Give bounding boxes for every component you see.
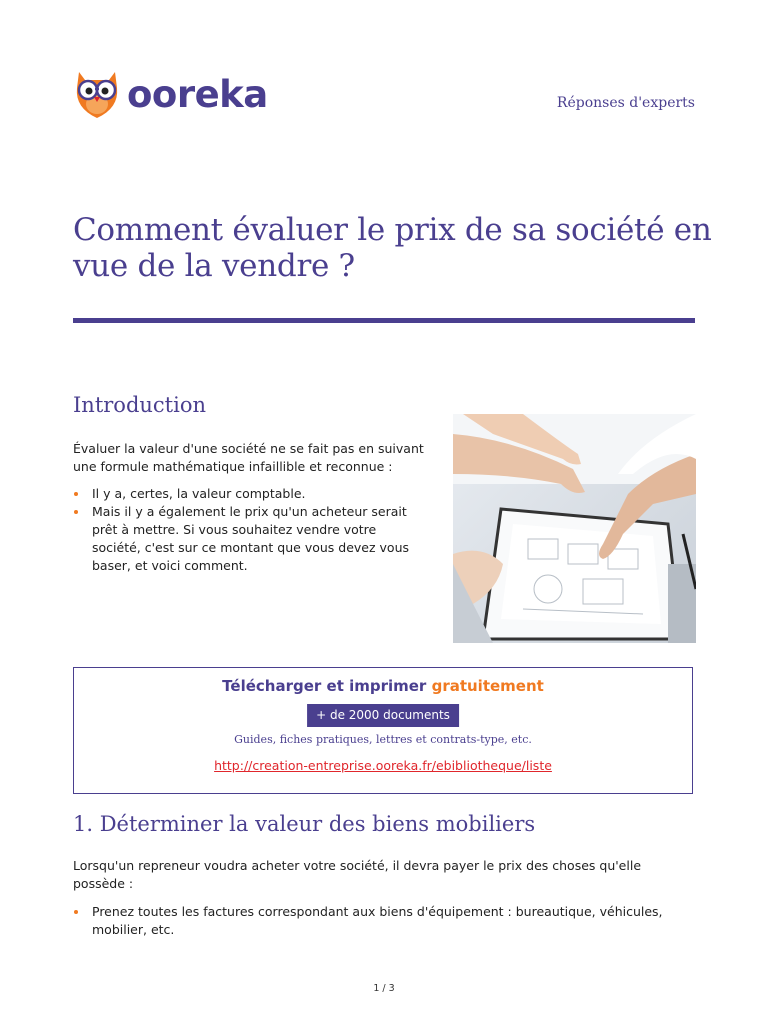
promo-title-main: Télécharger et imprimer [222,677,427,695]
promo-title [74,677,692,695]
ebibliotheque-link[interactable]: http://creation-entreprise.ooreka.fr/ebibliotheque/liste [214,758,552,773]
section-1-bullet-list [73,903,673,939]
page-title: Comment évaluer le prix de sa société en vue de la vendre ? [73,212,712,284]
business-meeting-photo [453,414,696,643]
intro-paragraph: Évaluer la valeur d'une société ne se fait pas en suivant une formule mathématique infaillible et reconnue : [73,441,424,474]
section-1-heading: 1. Déterminer la valeur des biens mobiliers [73,812,536,836]
brand-name: ooreka [127,72,268,116]
owl-logo-icon [73,68,121,120]
promo-title-accent: gratuitement [431,677,544,695]
section-1-paragraph: Lorsqu'un repreneur voudra acheter votre société, il devra payer le prix des choses qu'elle possède : [73,858,642,891]
intro-heading: Introduction [73,393,206,417]
list-item: Mais il y a également le prix qu'un acheteur serait prêt à mettre. Si vous souhaitez vendre votre société, c'est sur ce montant que vous devez vous baser, et voici comment. [73,503,413,575]
intro-bullet-list [73,485,413,575]
documents-count-badge: + de 2000 documents [307,704,459,727]
list-item: Prenez toutes les factures correspondant aux biens d'équipement : bureautique, véhicules, mobilier, etc. [73,903,673,939]
page-number: 1 / 3 [373,983,395,994]
download-promo-box [73,667,693,794]
promo-subtitle: Guides, fiches pratiques, lettres et contrats-type, etc. [234,733,532,746]
title-divider [73,318,695,323]
list-item: Il y a, certes, la valeur comptable. [73,485,413,503]
header-tagline: Réponses d'experts [556,95,695,111]
brand-logo[interactable] [73,68,268,120]
